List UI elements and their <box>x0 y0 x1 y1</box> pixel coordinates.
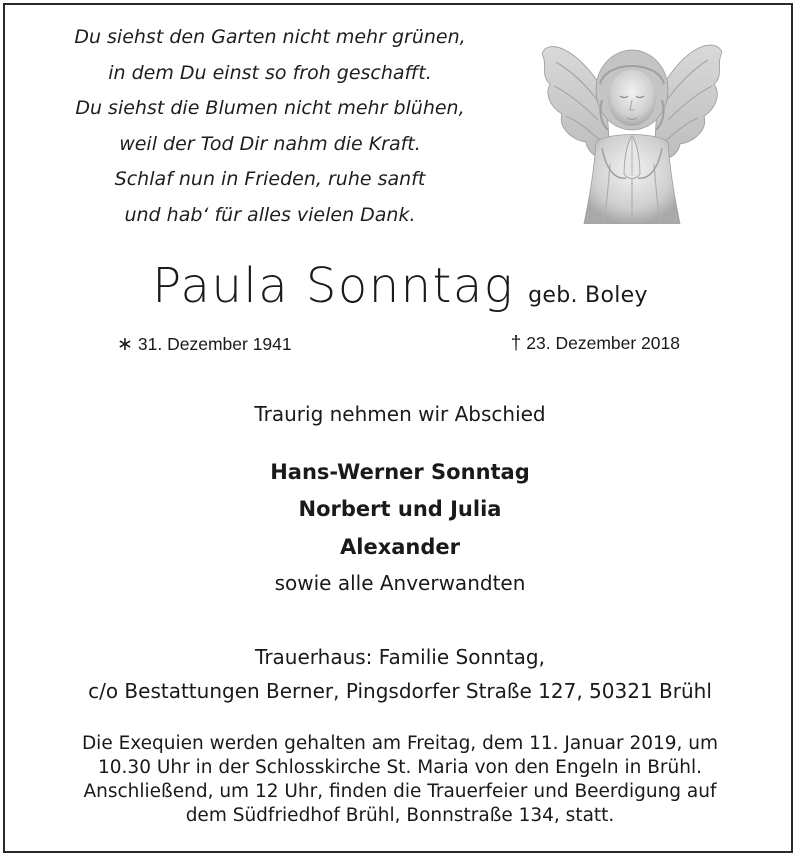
poem-line: weil der Tod Dir nahm die Kraft. <box>119 132 421 155</box>
deceased-name-row <box>0 258 800 314</box>
poem-line: Du siehst den Garten nicht mehr grünen, <box>74 26 466 48</box>
service-line: dem Südfriedhof Brühl, Bonnstraße 134, statt. <box>185 805 615 826</box>
birth-star-icon: ∗ <box>117 334 133 355</box>
poem-line: Du siehst die Blumen nicht mehr blühen, <box>75 97 465 119</box>
service-line: Die Exequien werden gehalten am Freitag, dem 11. Januar 2019, um <box>81 733 719 754</box>
service-line: Anschließend, um 12 Uhr, finden die Trauerfeier und Beerdigung auf <box>83 781 717 802</box>
poem-line: in dem Du einst so froh geschafft. <box>108 61 432 84</box>
death-cross-icon: † <box>510 333 522 354</box>
death-date-text: 23. Dezember 2018 <box>526 333 680 353</box>
mourning-house-line: Trauerhaus: Familie Sonntag, <box>255 645 545 669</box>
memorial-poem <box>20 20 520 233</box>
mourning-line: Traurig nehmen wir Abschied <box>254 402 546 426</box>
birth-date <box>117 333 292 356</box>
poem-line: Schlaf nun in Frieden, ruhe sanft <box>114 168 426 190</box>
family-member: Hans-Werner Sonntag <box>270 460 530 484</box>
service-details <box>20 732 780 828</box>
maiden-name: geb. Boley <box>528 283 648 308</box>
deceased-name: Paula Sonntag <box>152 258 515 314</box>
relatives-line: sowie alle Anverwandten <box>274 571 526 595</box>
poem-line: und hab‘ für alles vielen Dank. <box>124 203 416 226</box>
birth-date-text: 31. Dezember 1941 <box>137 334 292 354</box>
praying-angel-icon <box>536 24 726 224</box>
family-member: Alexander <box>340 535 460 559</box>
death-date <box>511 333 680 355</box>
mourning-house-address: c/o Bestattungen Berner, Pingsdorfer Straße 127, 50321 Brühl <box>88 679 712 703</box>
service-line: 10.30 Uhr in der Schlosskirche St. Maria von den Engeln in Brühl. <box>98 757 702 778</box>
family-member: Norbert und Julia <box>298 497 502 521</box>
